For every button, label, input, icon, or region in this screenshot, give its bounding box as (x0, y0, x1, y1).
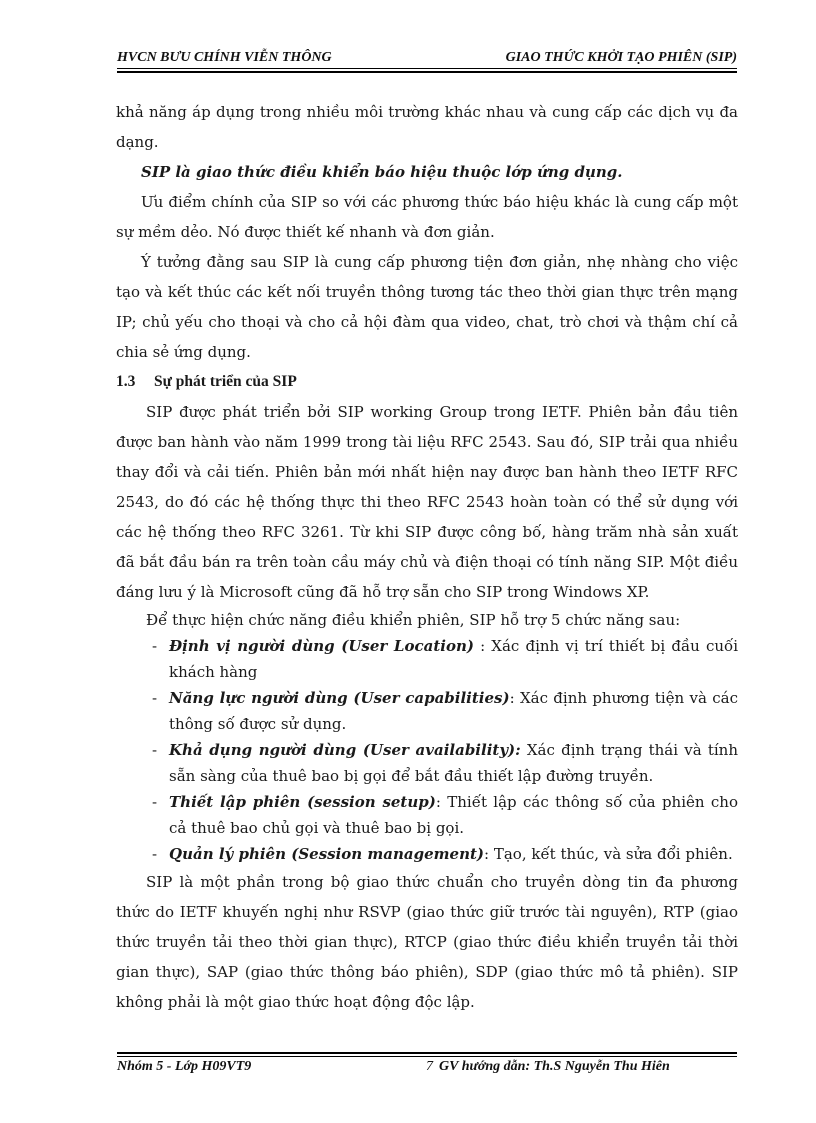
list-dash: - (152, 689, 158, 707)
list-item (116, 737, 738, 789)
list-dash: - (152, 845, 158, 863)
function-description: : Xác định vị trí thiết bị đầu cuối khách hàng (169, 637, 738, 681)
section-title: Sự phát triển của SIP (154, 373, 297, 390)
function-description: Xác định trạng thái và tính sẵn sàng của thuê bao bị gọi để bắt đầu thiết lập đường truyền. (169, 741, 738, 785)
footer-rule-thick (117, 1052, 737, 1054)
page-body (116, 97, 738, 1017)
paragraph-sip-definition: SIP là giao thức điều khiển báo hiệu thuộc lớp ứng dụng. (141, 163, 623, 181)
paragraph-functions-intro: Để thực hiện chức năng điều khiển phiên, SIP hỗ trợ 5 chức năng sau: (146, 611, 681, 629)
list-item (116, 685, 738, 737)
function-term: Năng lực người dùng (User capabilities) (169, 689, 510, 707)
footer-instructor: GV hướng dẫn: Th.S Nguyễn Thu Hiên (439, 1059, 670, 1074)
list-dash: - (152, 741, 158, 759)
list-item (116, 789, 738, 841)
function-description: : Thiết lập các thông số của phiên cho cả thuê bao chủ gọi và thuê bao bị gọi. (169, 793, 738, 837)
function-term: Định vị người dùng (User Location) (169, 637, 474, 655)
paragraph-history: SIP được phát triển bởi SIP working Group trong IETF. Phiên bản đầu tiên được ban hành vào năm 1999 trong tài liệu RFC 2543. Sau đó, SIP trải qua nhiều thay đổi và cải tiến. Phiên bản mới nhất hiện nay được ban hành theo IETF RFC 2543, do đó các hệ thống thực thi theo RFC 2543 hoàn toàn có thể sử dụng với các hệ thống theo RFC 3261. Từ khi SIP được công bố, hàng trăm nhà sản xuất đã bắt đầu bán ra trên toàn cầu máy chủ và điện thoại có tính năng SIP. Một điều đáng lưu ý là Microsoft cũng đã hỗ trợ sẵn cho SIP trong Windows XP. (116, 403, 738, 601)
page-number: 7 (426, 1059, 433, 1074)
list-item (116, 633, 738, 685)
function-term: Quản lý phiên (Session management) (169, 845, 485, 863)
header-rule-thick (117, 71, 737, 73)
paragraph-continuation: khả năng áp dụng trong nhiều môi trường khác nhau và cung cấp các dịch vụ đa dạng. (116, 103, 738, 151)
header-institution: HVCN BƯU CHÍNH VIỄN THÔNG (117, 50, 332, 65)
section-number: 1.3 (116, 373, 136, 390)
section-heading (116, 367, 738, 397)
paragraph-idea: Ý tưởng đằng sau SIP là cung cấp phương tiện đơn giản, nhẹ nhàng cho việc tạo và kết thúc các kết nối truyền thông tương tác theo thời gian thực trên mạng IP; chủ yếu cho thoại và cho cả hội đàm qua video, chat, trò chơi và thậm chí cả chia sẻ ứng dụng. (116, 253, 738, 361)
footer-group: Nhóm 5 - Lớp H09VT9 (117, 1059, 252, 1074)
function-description: : Xác định phương tiện và các thông số được sử dụng. (169, 689, 739, 733)
paragraph-advantages: Ưu điểm chính của SIP so với các phương thức báo hiệu khác là cung cấp một sự mềm dẻo. Nó được thiết kế nhanh và đơn giản. (116, 193, 738, 241)
function-description: : Tạo, kết thúc, và sửa đổi phiên. (484, 845, 733, 863)
functions-list (116, 633, 738, 867)
page-footer (117, 1059, 737, 1077)
function-term: Thiết lập phiên (session setup) (169, 793, 436, 811)
header-rule (117, 68, 737, 69)
list-dash: - (152, 637, 158, 655)
paragraph-protocol-suite: SIP là một phần trong bộ giao thức chuẩn cho truyền dòng tin đa phương thức do IETF khuyến nghị như RSVP (giao thức giữ trước tài nguyên), RTP (giao thức truyền tải theo thời gian thực), RTCP (giao thức điều khiển truyền tải thời gian thực), SAP (giao thức thông báo phiên), SDP (giao thức mô tả phiên). SIP không phải là một giao thức hoạt động độc lập. (116, 873, 738, 1011)
function-term: Khả dụng người dùng (User availability): (169, 741, 521, 759)
header-document-title: GIAO THỨC KHỞI TẠO PHIÊN (SIP) (505, 50, 737, 65)
list-dash: - (152, 793, 158, 811)
page-header (117, 50, 737, 68)
footer-rule (117, 1056, 737, 1057)
list-item (116, 841, 738, 867)
